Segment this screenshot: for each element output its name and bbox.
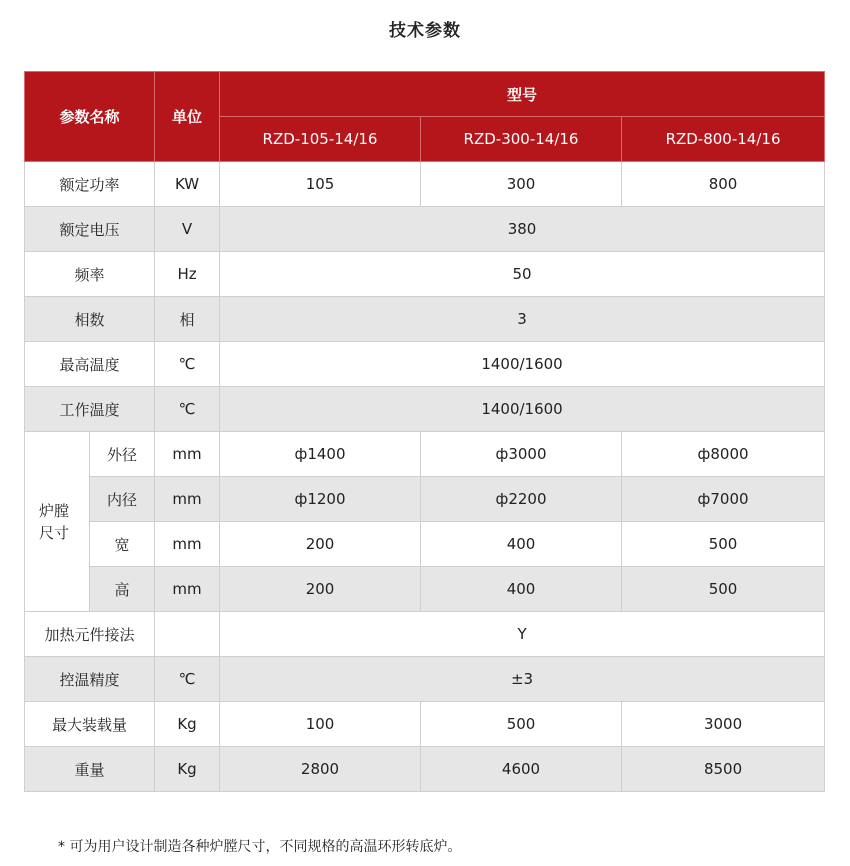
- param-unit: V: [155, 207, 220, 252]
- param-name: 宽: [90, 522, 155, 567]
- param-name: 加热元件接法: [25, 612, 155, 657]
- row-rated-voltage: [25, 207, 825, 252]
- header-row: [25, 72, 825, 117]
- param-unit: [155, 612, 220, 657]
- param-name: 外径: [90, 432, 155, 477]
- footnote: * 可为用户设计制造各种炉膛尺寸，不同规格的高温环形转底炉。: [58, 839, 462, 855]
- header-model-3: RZD-800-14/16: [622, 117, 825, 162]
- header-model-1: RZD-105-14/16: [220, 117, 421, 162]
- param-name: 高: [90, 567, 155, 612]
- row-chamber-inner: [25, 477, 825, 522]
- param-name: 内径: [90, 477, 155, 522]
- param-unit: Kg: [155, 702, 220, 747]
- value-model-2: ф3000: [421, 432, 622, 477]
- param-name: 相数: [25, 297, 155, 342]
- value-model-1: ф1200: [220, 477, 421, 522]
- value-all-models: 50: [220, 252, 825, 297]
- value-model-3: 3000: [622, 702, 825, 747]
- row-chamber-height: [25, 567, 825, 612]
- row-frequency: [25, 252, 825, 297]
- spec-table: [24, 71, 825, 792]
- row-chamber-outer: [25, 432, 825, 477]
- value-all-models: ±3: [220, 657, 825, 702]
- value-model-1: 2800: [220, 747, 421, 792]
- param-name: 工作温度: [25, 387, 155, 432]
- value-model-2: 500: [421, 702, 622, 747]
- value-all-models: 380: [220, 207, 825, 252]
- value-model-2: ф2200: [421, 477, 622, 522]
- param-unit: 相: [155, 297, 220, 342]
- header-param-name: 参数名称: [25, 72, 155, 162]
- header-model: 型号: [220, 72, 825, 117]
- value-model-3: 8500: [622, 747, 825, 792]
- header-unit: 单位: [155, 72, 220, 162]
- row-weight: [25, 747, 825, 792]
- value-all-models: 1400/1600: [220, 387, 825, 432]
- row-max-load: [25, 702, 825, 747]
- page-title: 技术参数: [389, 21, 461, 41]
- param-name: 重量: [25, 747, 155, 792]
- param-unit: ℃: [155, 342, 220, 387]
- value-model-3: 500: [622, 567, 825, 612]
- param-name: 最高温度: [25, 342, 155, 387]
- row-phases: [25, 297, 825, 342]
- param-unit: mm: [155, 567, 220, 612]
- row-heating-connection: [25, 612, 825, 657]
- param-name: 额定功率: [25, 162, 155, 207]
- value-model-1: ф1400: [220, 432, 421, 477]
- value-model-3: 500: [622, 522, 825, 567]
- param-unit: ℃: [155, 387, 220, 432]
- param-unit: mm: [155, 477, 220, 522]
- value-model-3: ф8000: [622, 432, 825, 477]
- value-model-1: 200: [220, 567, 421, 612]
- value-model-1: 200: [220, 522, 421, 567]
- param-name: 频率: [25, 252, 155, 297]
- value-all-models: 3: [220, 297, 825, 342]
- value-model-3: 800: [622, 162, 825, 207]
- value-all-models: Y: [220, 612, 825, 657]
- row-work-temp: [25, 387, 825, 432]
- header-model-2: RZD-300-14/16: [421, 117, 622, 162]
- param-unit: ℃: [155, 657, 220, 702]
- value-model-3: ф7000: [622, 477, 825, 522]
- param-name: 控温精度: [25, 657, 155, 702]
- value-model-2: 400: [421, 522, 622, 567]
- param-unit: Hz: [155, 252, 220, 297]
- row-rated-power: [25, 162, 825, 207]
- row-max-temp: [25, 342, 825, 387]
- value-model-2: 300: [421, 162, 622, 207]
- chamber-size-label: 炉膛 尺寸: [25, 432, 90, 612]
- param-name: 额定电压: [25, 207, 155, 252]
- param-unit: mm: [155, 522, 220, 567]
- value-all-models: 1400/1600: [220, 342, 825, 387]
- value-model-2: 400: [421, 567, 622, 612]
- param-unit: KW: [155, 162, 220, 207]
- row-chamber-width: [25, 522, 825, 567]
- param-name: 最大装载量: [25, 702, 155, 747]
- value-model-1: 100: [220, 702, 421, 747]
- param-unit: Kg: [155, 747, 220, 792]
- value-model-1: 105: [220, 162, 421, 207]
- param-unit: mm: [155, 432, 220, 477]
- value-model-2: 4600: [421, 747, 622, 792]
- row-temp-precision: [25, 657, 825, 702]
